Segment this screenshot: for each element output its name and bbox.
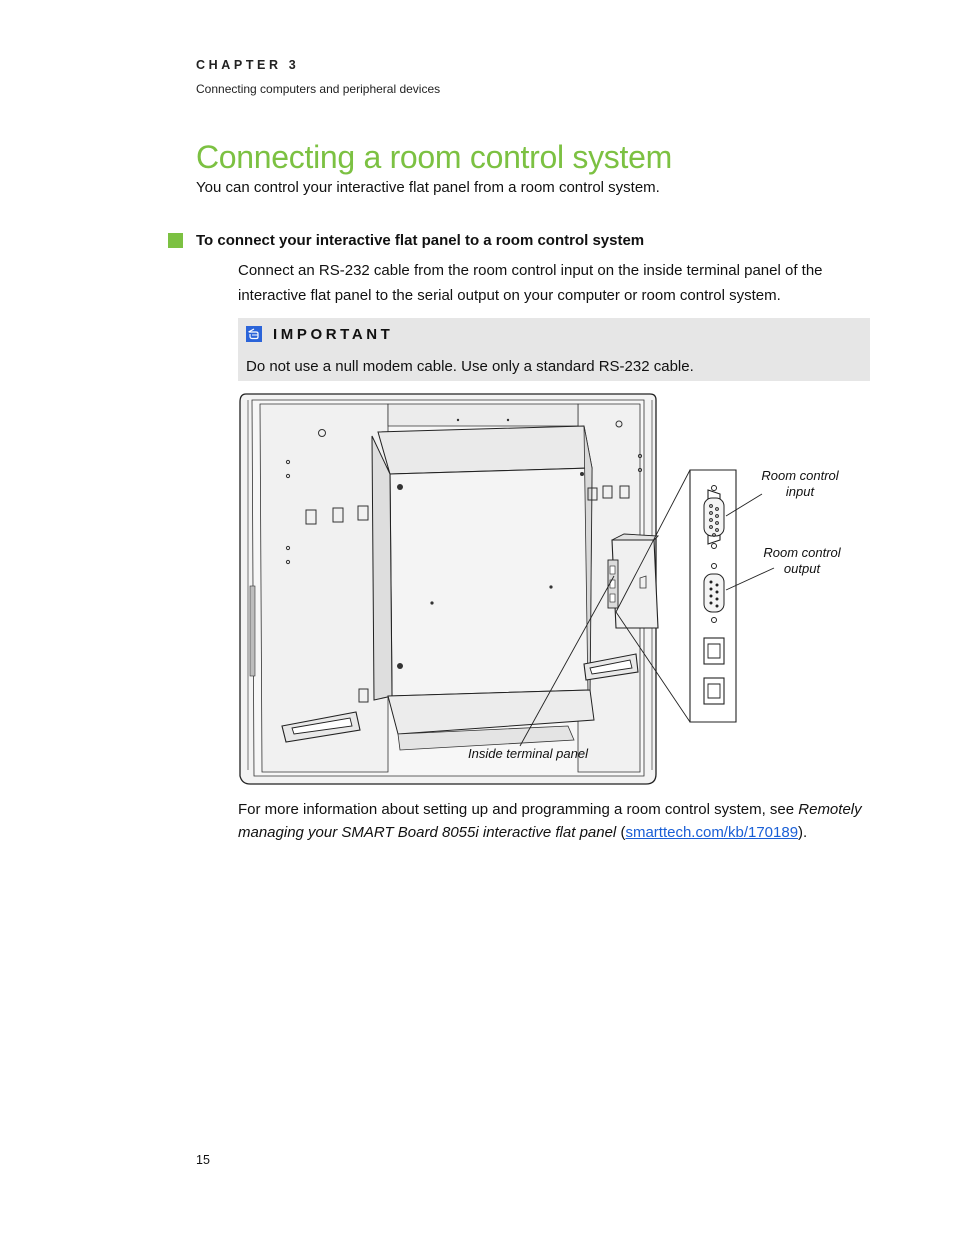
more-info-link-close: ). [798, 824, 808, 841]
procedure-heading: To connect your interactive flat panel to a room control system [196, 232, 645, 249]
more-info-link-open: ( [616, 824, 626, 841]
important-text: Do not use a null modem cable. Use only a standard RS-232 cable. [246, 358, 694, 375]
kb-article-link[interactable]: smarttech.com/kb/170189 [625, 824, 799, 841]
more-info-doc-title: Remotely managing your SMART Board 8055i interactive flat panel [238, 801, 862, 841]
procedure-marker-icon [168, 233, 183, 248]
important-note [238, 318, 870, 381]
pointing-hand-icon [246, 326, 262, 342]
important-title: IMPORTANT [273, 326, 394, 343]
page-title: Connecting a room control system [196, 139, 672, 175]
callout-inside-terminal-panel: Inside terminal panel [468, 746, 588, 761]
step-text: Connect an RS-232 cable from the room control input on the inside terminal panel of the interactive flat panel to the serial output on your computer or room control system. [238, 262, 823, 304]
intro-text: You can control your interactive flat panel from a room control system. [196, 179, 660, 196]
callout-room-control-input [750, 468, 850, 500]
more-info-paragraph [238, 798, 870, 844]
panel-rear-drawing [238, 390, 858, 790]
callout-output-line2: output [783, 561, 821, 576]
callout-room-control-output [752, 545, 852, 577]
chapter-subtitle: Connecting computers and peripheral devices [196, 82, 441, 96]
panel-rear-illustration [238, 390, 858, 790]
callout-input-line2: input [785, 484, 815, 499]
callout-output-line1: Room control [763, 545, 841, 560]
callout-input-line1: Room control [761, 468, 839, 483]
more-info-prefix: For more information about setting up and programming a room control system, see [238, 801, 799, 818]
chapter-label: CHAPTER 3 [196, 58, 300, 72]
page-number: 15 [196, 1153, 210, 1167]
